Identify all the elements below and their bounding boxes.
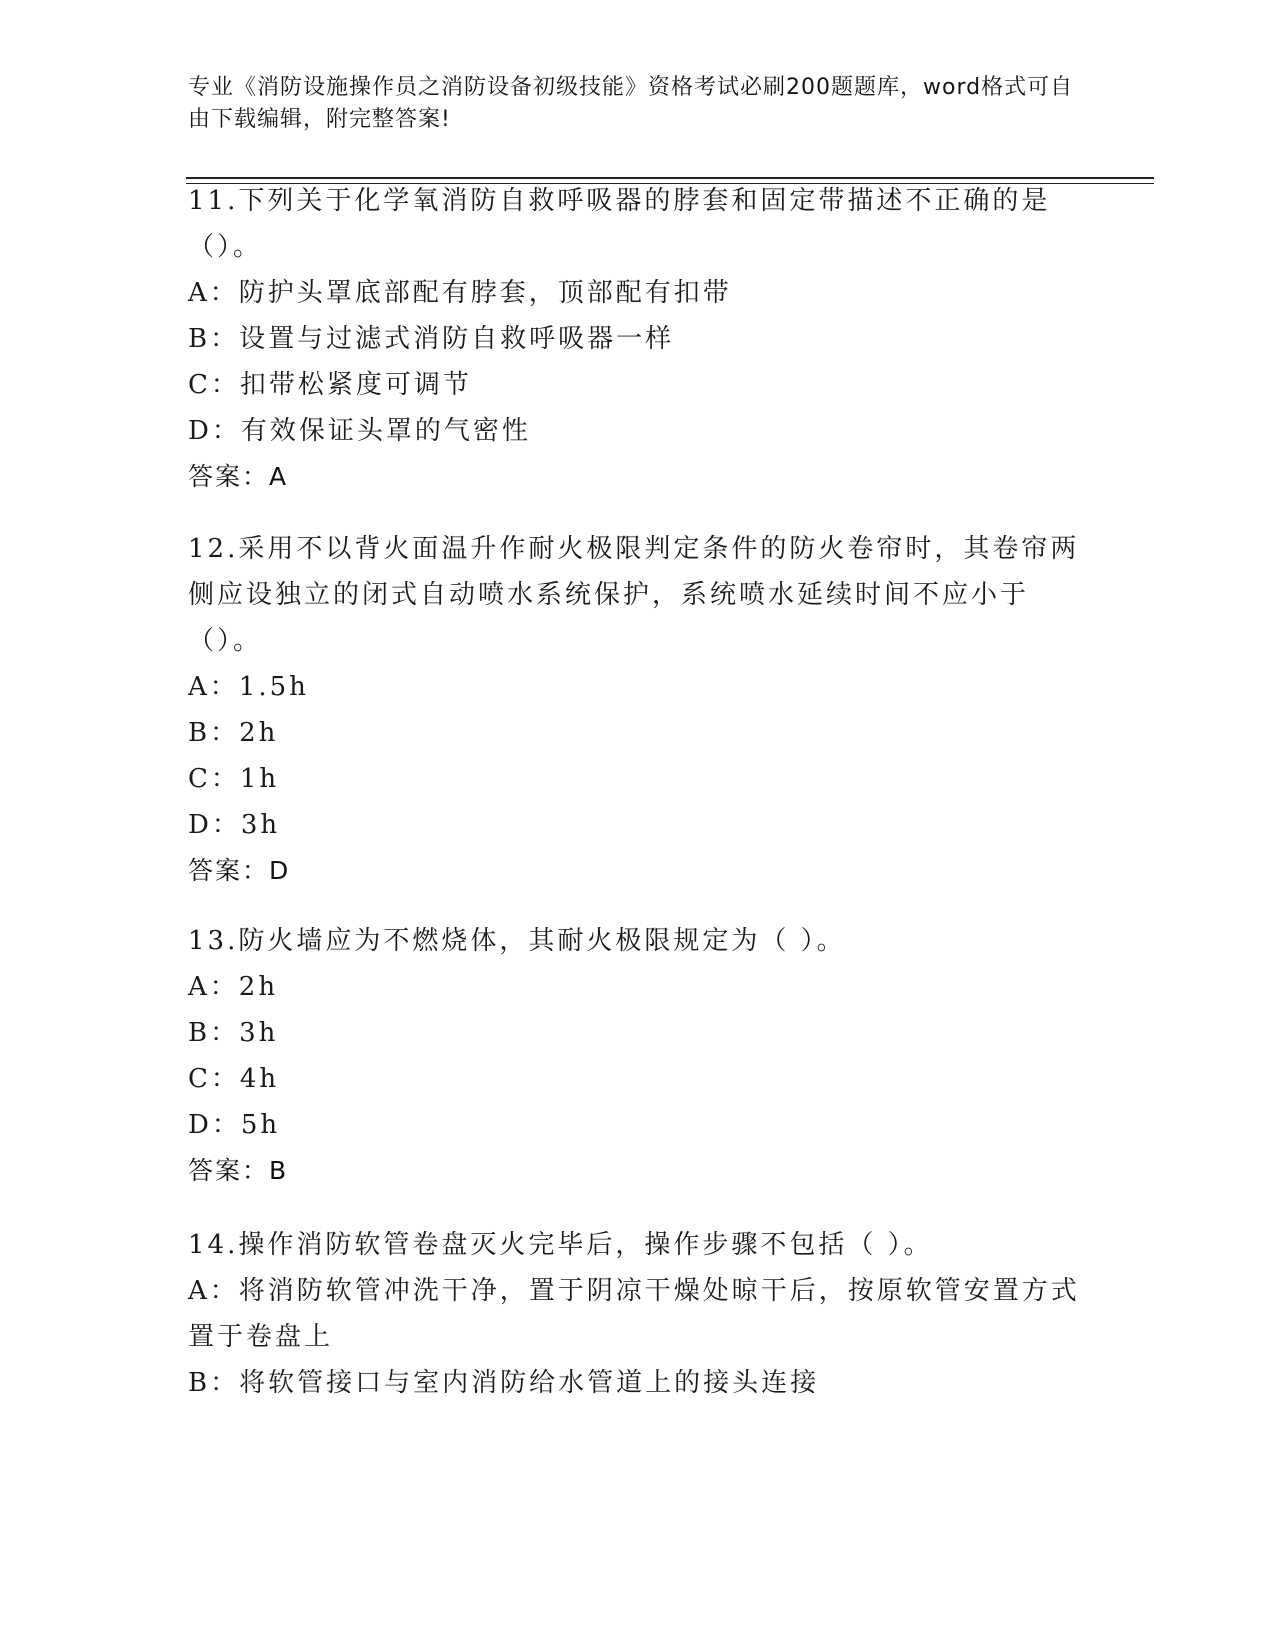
- answer: 答案：D: [188, 856, 291, 885]
- answer: 答案：B: [188, 1156, 289, 1185]
- question-11: [188, 178, 1088, 500]
- option-c: C：扣带松紧度可调节: [188, 370, 472, 400]
- option-d: D：3h: [188, 810, 281, 840]
- question-stem: 14.操作消防软管卷盘灭火完毕后，操作步骤不包括（ ）。: [188, 1230, 933, 1260]
- option-a: A：防护头罩底部配有脖套，顶部配有扣带: [188, 278, 732, 308]
- question-stem: 13.防火墙应为不燃烧体，其耐火极限规定为（ ）。: [188, 926, 846, 956]
- question-stem: 11.下列关于化学氧消防自救呼吸器的脖套和固定带描述不正确的是（）。: [188, 186, 1051, 262]
- option-a: A：将消防软管冲洗干净，置于阴凉干燥处晾干后，按原软管安置方式置于卷盘上: [188, 1276, 1080, 1352]
- option-a: A：1.5h: [188, 672, 309, 702]
- question-14: [188, 1222, 1088, 1406]
- option-b: B：3h: [188, 1018, 279, 1048]
- option-d: D：有效保证头罩的气密性: [188, 416, 531, 446]
- document-header: 专业《消防设施操作员之消防设备初级技能》资格考试必刷200题题库，word格式可自由下载编辑，附完整答案!: [188, 75, 1074, 132]
- option-c: C：4h: [188, 1064, 280, 1094]
- option-c: C：1h: [188, 764, 280, 794]
- option-b: B：将软管接口与室内消防给水管道上的接头连接: [188, 1368, 820, 1398]
- option-b: B：设置与过滤式消防自救呼吸器一样: [188, 324, 675, 354]
- option-d: D：5h: [188, 1110, 281, 1140]
- question-stem: 12.采用不以背火面温升作耐火极限判定条件的防火卷帘时，其卷帘两侧应设独立的闭式自动喷水系统保护，系统喷水延续时间不应小于（）。: [188, 534, 1080, 656]
- answer: 答案：A: [188, 462, 289, 491]
- option-a: A：2h: [188, 972, 279, 1002]
- option-b: B：2h: [188, 718, 279, 748]
- question-13: [188, 918, 1088, 1194]
- question-12: [188, 526, 1088, 894]
